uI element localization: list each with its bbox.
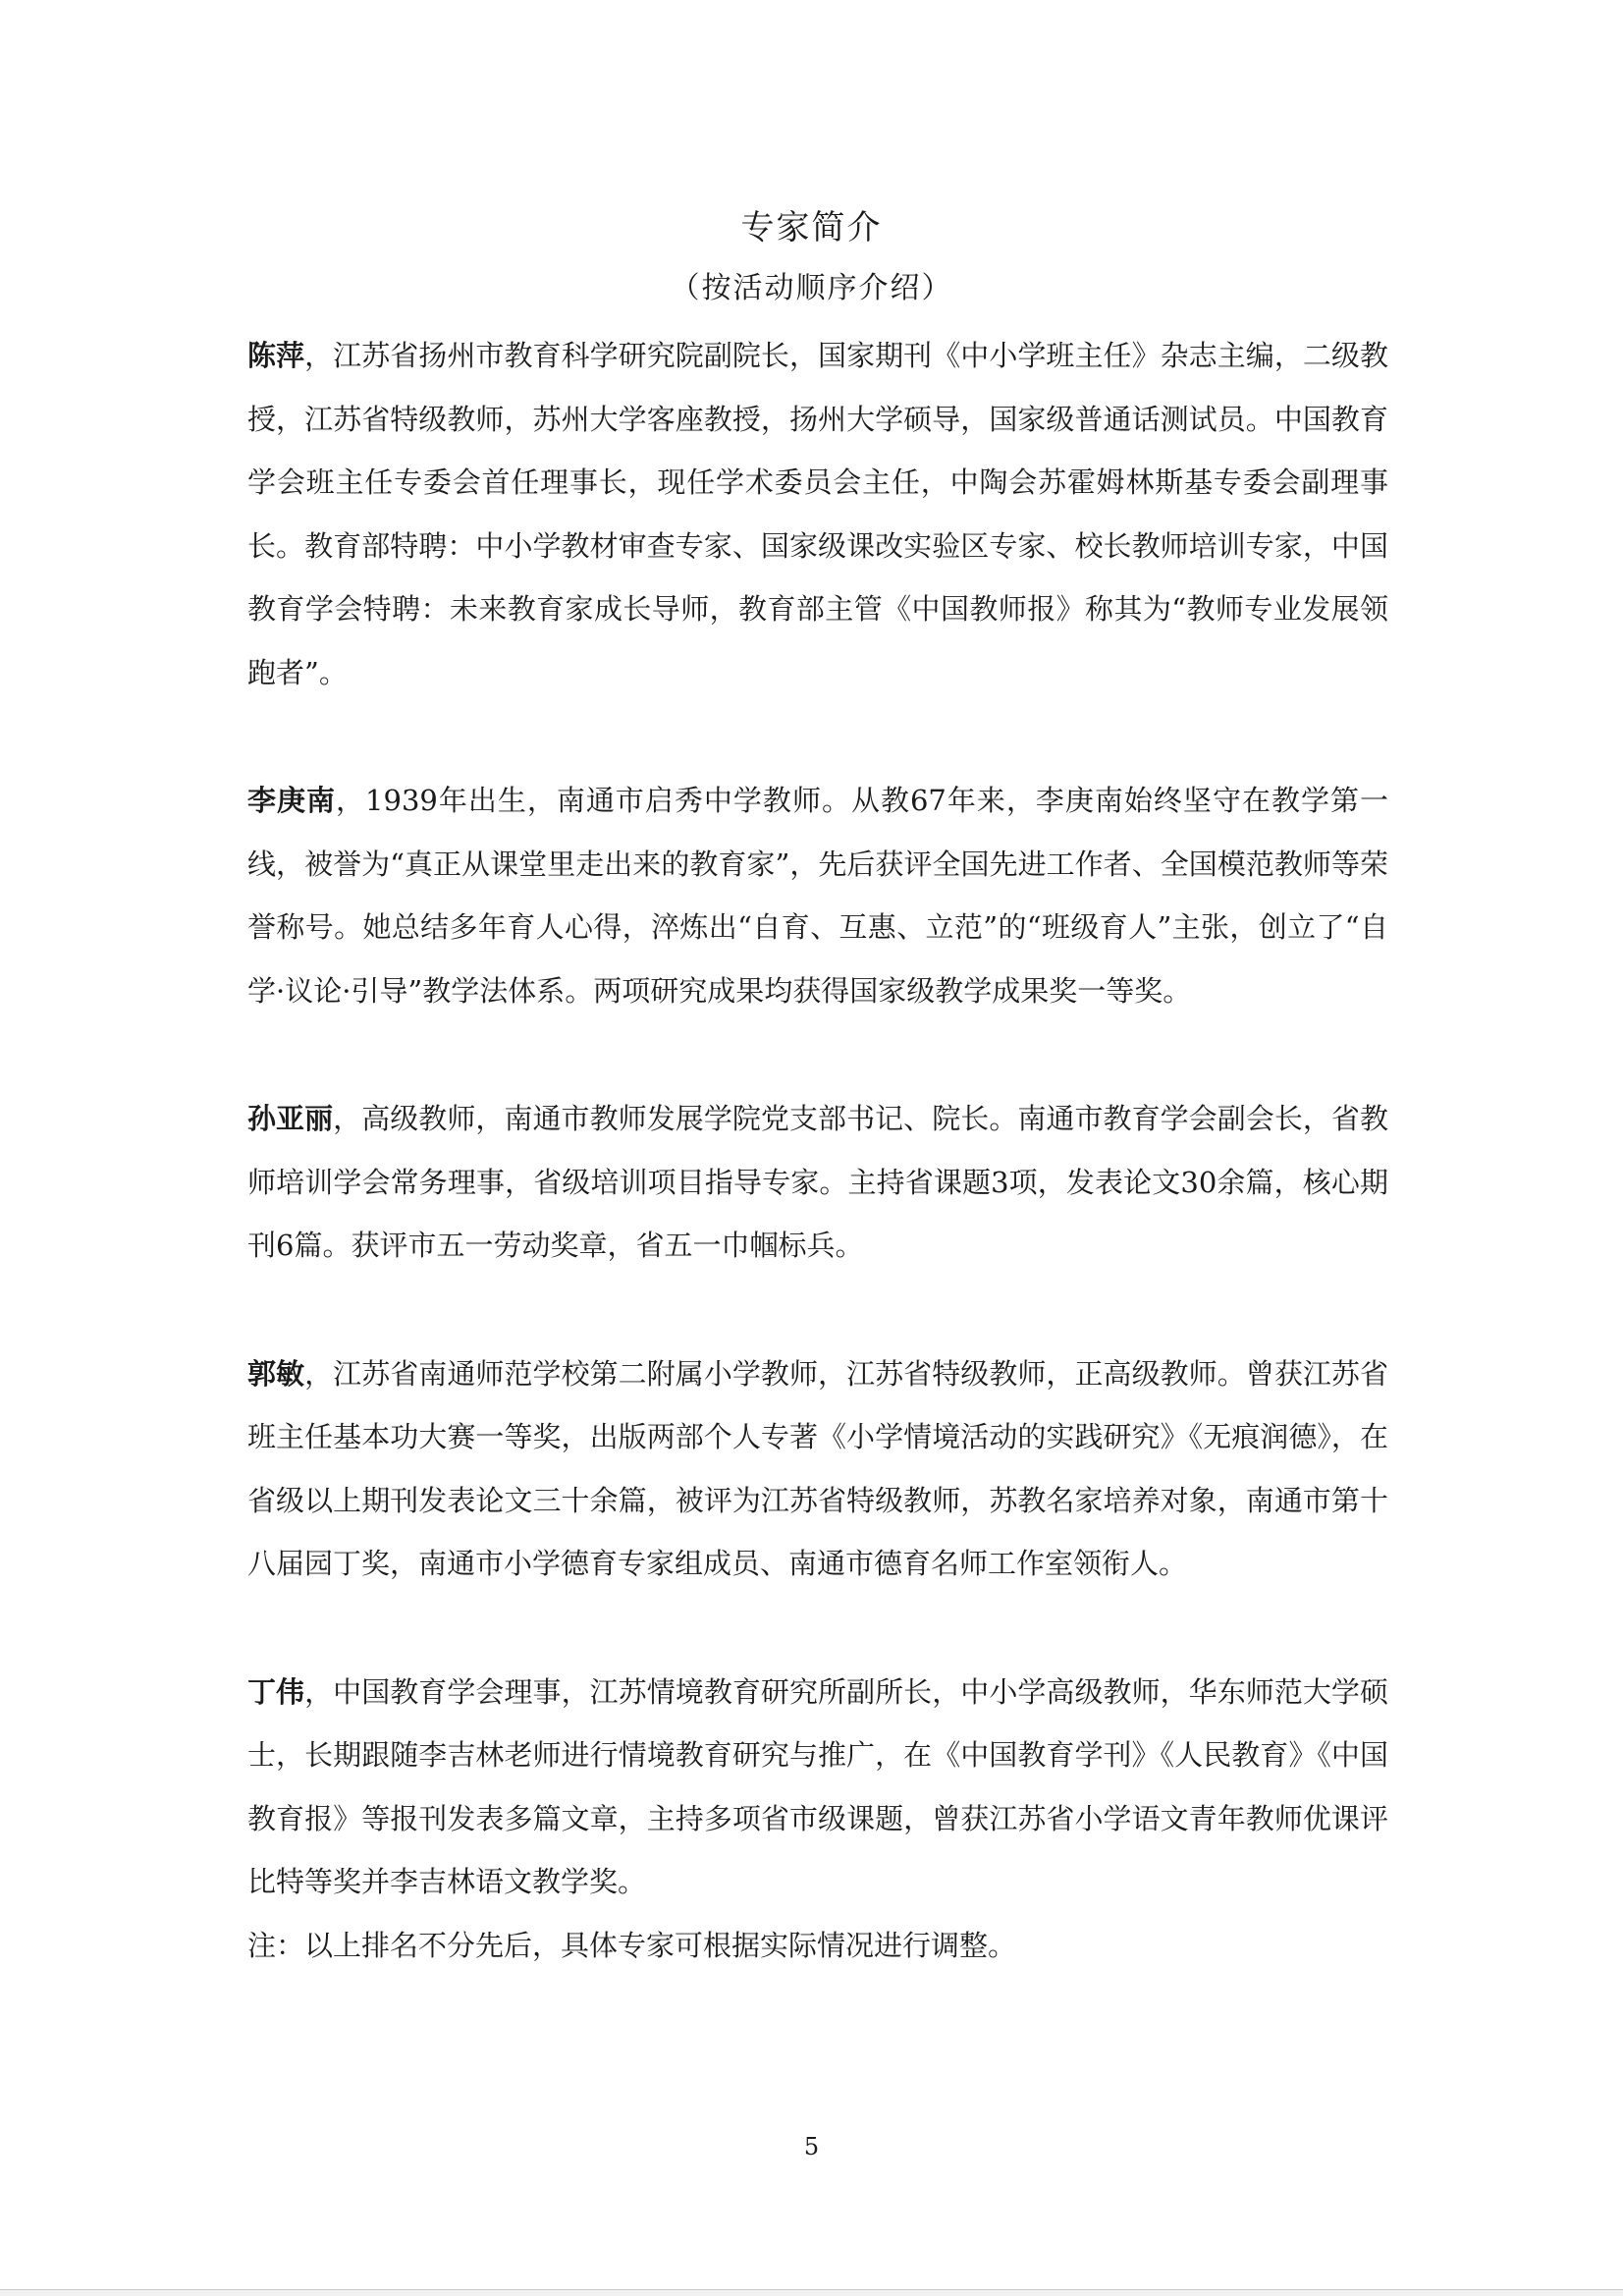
expert-name: 陈萍	[247, 339, 305, 372]
page-number: 5	[803, 2133, 820, 2160]
footnote: 注：以上排名不分先后，具体专家可根据实际情况进行调整。	[247, 1928, 1017, 1962]
expert-bio	[247, 1661, 1388, 1914]
page-subtitle: （按活动顺序介绍）	[670, 271, 953, 305]
expert-bio	[247, 324, 1388, 704]
expert-name: 李庚南	[247, 784, 337, 817]
expert-description: ，1939年出生，南通市启秀中学教师。从教67年来，李庚南始终坚守在教学第一线，被誉为“真正从课堂里走出来的教育家”，先后获评全国先进工作者、全国模范教师等荣誉称号。她总结多年育人心得，淬炼出“自育、互惠、立范”的“班级育人”主张，创立了“自学·议论·引导”教学法体系。两项研究成果均获得国家级教学成果奖一等奖。	[247, 784, 1388, 1008]
expert-description: ，江苏省南通师范学校第二附属小学教师，江苏省特级教师，正高级教师。曾获江苏省班主任基本功大赛一等奖，出版两部个人专著《小学情境活动的实践研究》《无痕润德》，在省级以上期刊发表论文三十余篇，被评为江苏省特级教师，苏教名家培养对象，南通市第十八届园丁奖，南通市小学德育专家组成员、南通市德育名师工作室领衔人。	[247, 1356, 1388, 1580]
expert-bio	[247, 1342, 1388, 1596]
expert-bio	[247, 769, 1388, 1022]
expert-name: 郭敏	[247, 1356, 305, 1391]
expert-list	[247, 324, 1388, 1977]
expert-description: ，江苏省扬州市教育科学研究院副院长，国家期刊《中小学班主任》杂志主编，二级教授，江苏省特级教师，苏州大学客座教授，扬州大学硕导，国家级普通话测试员。中国教育学会班主任专委会首任理事长，现任学术委员会主任，中陶会苏霍姆林斯基专委会副理事长。教育部特聘：中小学教材审查专家、国家级课改实验区专家、校长教师培训专家，中国教育学会特聘：未来教育家成长导师，教育部主管《中国教师报》称其为“教师专业发展领跑者”。	[247, 339, 1388, 689]
page-title: 专家简介	[740, 208, 883, 247]
expert-bio	[247, 1087, 1388, 1278]
expert-description: ，中国教育学会理事，江苏情境教育研究所副所长，中小学高级教师，华东师范大学硕士，长期跟随李吉林老师进行情境教育研究与推广，在《中国教育学刊》《人民教育》《中国教育报》等报刊发表多篇文章，主持多项省市级课题，曾获江苏省小学语文青年教师优课评比特等奖并李吉林语文教学奖。	[247, 1674, 1388, 1898]
expert-description: ，高级教师，南通市教师发展学院党支部书记、院长。南通市教育学会副会长，省教师培训学会常务理事，省级培训项目指导专家。主持省课题3项，发表论文30余篇，核心期刊6篇。获评市五一劳动奖章，省五一巾帼标兵。	[247, 1102, 1388, 1262]
expert-name: 孙亚丽	[247, 1102, 334, 1135]
scan-edge-divider	[0, 2289, 1623, 2296]
expert-name: 丁伟	[247, 1674, 305, 1709]
